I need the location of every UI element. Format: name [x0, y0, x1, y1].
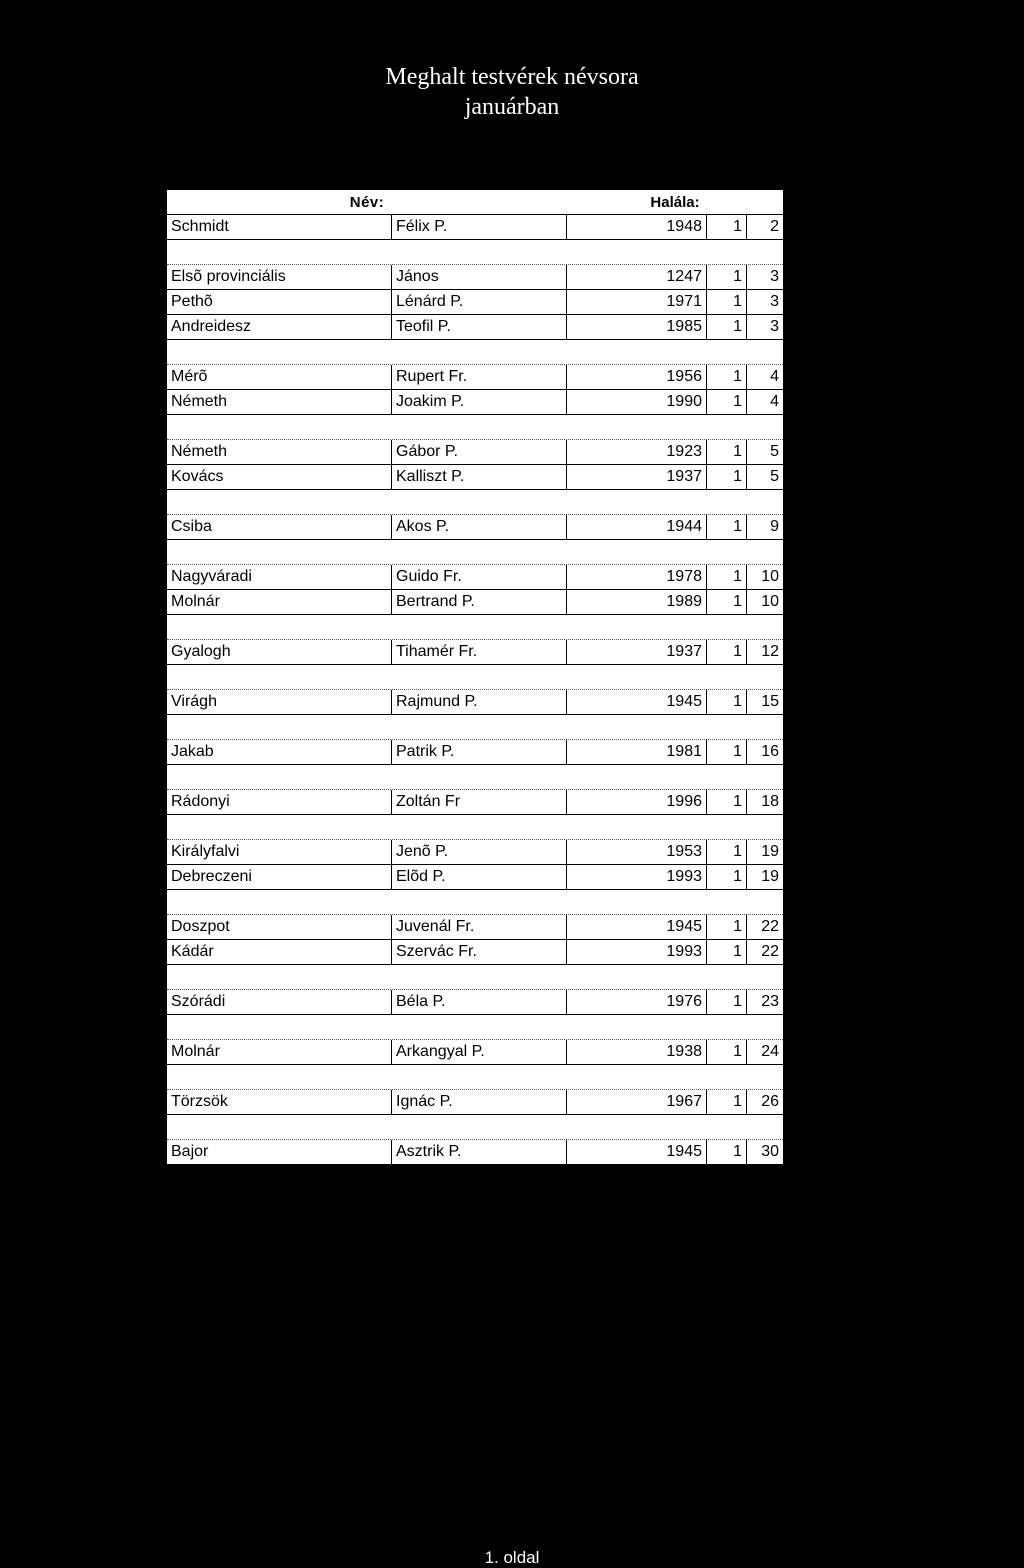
month-cell: 1 — [707, 940, 747, 964]
year-cell: 1996 — [567, 790, 707, 814]
year-cell: 1981 — [567, 740, 707, 764]
month-cell: 1 — [707, 565, 747, 589]
group-separator — [167, 715, 783, 740]
day-cell: 4 — [770, 368, 779, 385]
day-cell: 18 — [761, 793, 779, 810]
last-name-cell: Németh — [167, 440, 392, 464]
first-name-cell: Bertrand P. — [392, 590, 567, 614]
month-cell: 1 — [707, 790, 747, 814]
group-separator — [167, 1065, 783, 1090]
year-cell: 1990 — [567, 390, 707, 414]
first-name-cell: Jenõ P. — [392, 840, 567, 864]
table-row — [167, 640, 783, 665]
month-cell: 1 — [707, 390, 747, 414]
last-name-cell: Nagyváradi — [167, 565, 392, 589]
last-name-cell: Törzsök — [167, 1090, 392, 1114]
group-separator — [167, 890, 783, 915]
table-row — [167, 590, 783, 615]
first-name-cell: Joakim P. — [392, 390, 567, 414]
first-name-cell: Patrik P. — [392, 740, 567, 764]
last-name-cell: Molnár — [167, 1040, 392, 1064]
table-header — [167, 190, 783, 215]
first-name-cell: Kalliszt P. — [392, 465, 567, 489]
year-cell: 1976 — [567, 990, 707, 1014]
table-row — [167, 365, 783, 390]
last-name-cell: Elsõ provinciális — [167, 265, 392, 289]
year-cell: 1993 — [567, 940, 707, 964]
day-cell: 22 — [761, 918, 779, 935]
last-name-cell: Királyfalvi — [167, 840, 392, 864]
last-name-cell: Schmidt — [167, 215, 392, 239]
first-name-cell: Béla P. — [392, 990, 567, 1014]
table-row — [167, 690, 783, 715]
day-cell: 5 — [770, 468, 779, 485]
table-row — [167, 390, 783, 415]
last-name-cell: Gyalogh — [167, 640, 392, 664]
year-cell: 1945 — [567, 690, 707, 714]
day-cell: 3 — [770, 268, 779, 285]
table-row — [167, 465, 783, 490]
table-row — [167, 265, 783, 290]
month-cell: 1 — [707, 1140, 747, 1164]
table-body — [167, 215, 783, 1165]
group-separator — [167, 665, 783, 690]
table-row — [167, 215, 783, 240]
month-cell: 1 — [707, 915, 747, 939]
table-row — [167, 915, 783, 940]
month-cell: 1 — [707, 265, 747, 289]
first-name-cell: Guido Fr. — [392, 565, 567, 589]
year-cell: 1985 — [567, 315, 707, 339]
year-cell: 1978 — [567, 565, 707, 589]
first-name-cell: Rajmund P. — [392, 690, 567, 714]
first-name-cell: Félix P. — [392, 215, 567, 239]
day-cell: 10 — [761, 568, 779, 585]
last-name-cell: Pethõ — [167, 290, 392, 314]
month-cell: 1 — [707, 315, 747, 339]
table-row — [167, 740, 783, 765]
year-cell: 1989 — [567, 590, 707, 614]
day-cell: 4 — [770, 393, 779, 410]
last-name-cell: Molnár — [167, 590, 392, 614]
table-row — [167, 990, 783, 1015]
last-name-cell: Kovács — [167, 465, 392, 489]
month-cell: 1 — [707, 1090, 747, 1114]
group-separator — [167, 540, 783, 565]
month-cell: 1 — [707, 590, 747, 614]
group-separator — [167, 240, 783, 265]
year-cell: 1945 — [567, 1140, 707, 1164]
table-row — [167, 565, 783, 590]
table-row — [167, 315, 783, 340]
group-separator — [167, 340, 783, 365]
year-cell: 1953 — [567, 840, 707, 864]
day-cell: 12 — [761, 643, 779, 660]
first-name-cell: Elõd P. — [392, 865, 567, 889]
first-name-cell: Gábor P. — [392, 440, 567, 464]
month-cell: 1 — [707, 840, 747, 864]
group-separator — [167, 490, 783, 515]
table-row — [167, 440, 783, 465]
first-name-cell: Szervác Fr. — [392, 940, 567, 964]
day-cell: 15 — [761, 693, 779, 710]
page-subtitle: januárban — [464, 94, 560, 120]
group-separator — [167, 1115, 783, 1140]
year-cell: 1971 — [567, 290, 707, 314]
day-cell: 19 — [761, 868, 779, 885]
table-row — [167, 1040, 783, 1065]
group-separator — [167, 765, 783, 790]
year-cell: 1938 — [567, 1040, 707, 1064]
month-cell: 1 — [707, 1040, 747, 1064]
day-cell: 3 — [770, 318, 779, 335]
year-cell: 1993 — [567, 865, 707, 889]
table-row — [167, 865, 783, 890]
day-cell: 3 — [770, 293, 779, 310]
header-name: Név: — [349, 193, 385, 211]
day-cell: 16 — [761, 743, 779, 760]
page-number: 1. oldal — [484, 1548, 540, 1567]
day-cell: 23 — [761, 993, 779, 1010]
day-cell: 30 — [761, 1143, 779, 1160]
year-cell: 1247 — [567, 265, 707, 289]
group-separator — [167, 415, 783, 440]
last-name-cell: Mérõ — [167, 365, 392, 389]
month-cell: 1 — [707, 290, 747, 314]
last-name-cell: Bajor — [167, 1140, 392, 1164]
year-cell: 1937 — [567, 640, 707, 664]
day-cell: 26 — [761, 1093, 779, 1110]
table-row — [167, 840, 783, 865]
day-cell: 24 — [761, 1043, 779, 1060]
year-cell: 1944 — [567, 515, 707, 539]
last-name-cell: Kádár — [167, 940, 392, 964]
first-name-cell: Juvenál Fr. — [392, 915, 567, 939]
last-name-cell: Szórádi — [167, 990, 392, 1014]
table-row — [167, 290, 783, 315]
group-separator — [167, 615, 783, 640]
first-name-cell: Rupert Fr. — [392, 365, 567, 389]
month-cell: 1 — [707, 690, 747, 714]
group-separator — [167, 815, 783, 840]
last-name-cell: Andreidesz — [167, 315, 392, 339]
year-cell: 1923 — [567, 440, 707, 464]
last-name-cell: Jakab — [167, 740, 392, 764]
header-death: Halála: — [650, 193, 700, 211]
group-separator — [167, 965, 783, 990]
month-cell: 1 — [707, 215, 747, 239]
last-name-cell: Debreczeni — [167, 865, 392, 889]
last-name-cell: Csiba — [167, 515, 392, 539]
day-cell: 19 — [761, 843, 779, 860]
year-cell: 1967 — [567, 1090, 707, 1114]
first-name-cell: Ignác P. — [392, 1090, 567, 1114]
year-cell: 1948 — [567, 215, 707, 239]
last-name-cell: Németh — [167, 390, 392, 414]
day-cell: 10 — [761, 593, 779, 610]
table-row — [167, 940, 783, 965]
first-name-cell: Asztrik P. — [392, 1140, 567, 1164]
first-name-cell: Arkangyal P. — [392, 1040, 567, 1064]
first-name-cell: Lénárd P. — [392, 290, 567, 314]
month-cell: 1 — [707, 740, 747, 764]
day-cell: 22 — [761, 943, 779, 960]
table-row — [167, 1090, 783, 1115]
year-cell: 1937 — [567, 465, 707, 489]
last-name-cell: Virágh — [167, 690, 392, 714]
page-title: Meghalt testvérek névsora — [385, 64, 639, 90]
deceased-table — [165, 188, 785, 1167]
month-cell: 1 — [707, 990, 747, 1014]
first-name-cell: János — [392, 265, 567, 289]
month-cell: 1 — [707, 515, 747, 539]
day-cell: 5 — [770, 443, 779, 460]
day-cell: 9 — [770, 518, 779, 535]
table-row — [167, 515, 783, 540]
table-row — [167, 790, 783, 815]
first-name-cell: Akos P. — [392, 515, 567, 539]
month-cell: 1 — [707, 640, 747, 664]
last-name-cell: Doszpot — [167, 915, 392, 939]
month-cell: 1 — [707, 865, 747, 889]
month-cell: 1 — [707, 365, 747, 389]
year-cell: 1956 — [567, 365, 707, 389]
table-row — [167, 1140, 783, 1165]
year-cell: 1945 — [567, 915, 707, 939]
first-name-cell: Zoltán Fr — [392, 790, 567, 814]
month-cell: 1 — [707, 465, 747, 489]
first-name-cell: Tihamér Fr. — [392, 640, 567, 664]
first-name-cell: Teofil P. — [392, 315, 567, 339]
day-cell: 2 — [770, 218, 779, 235]
last-name-cell: Rádonyi — [167, 790, 392, 814]
group-separator — [167, 1015, 783, 1040]
month-cell: 1 — [707, 440, 747, 464]
